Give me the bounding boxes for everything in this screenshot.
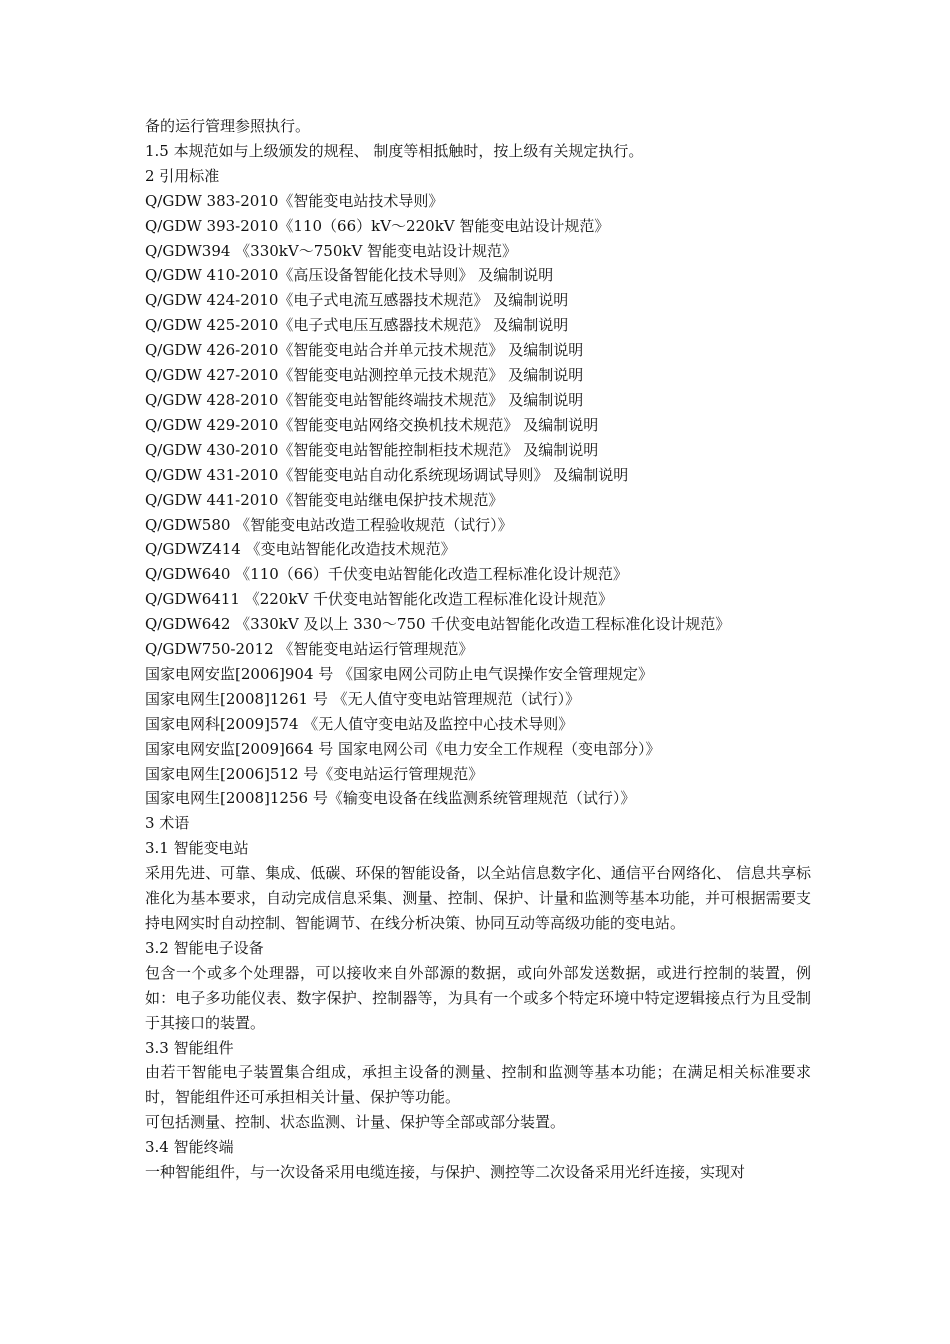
reference-item: 国家电网安监[2009]664 号 国家电网公司《电力安全工作规程（变电部分）》 xyxy=(145,739,661,758)
reference-item: Q/GDW 441-2010《智能变电站继电保护技术规范》 xyxy=(145,490,504,509)
reference-item: Q/GDW394 《330kV～750kV 智能变电站设计规范》 xyxy=(145,241,518,260)
subheading-3-3: 3.3 智能组件 xyxy=(145,1038,234,1057)
reference-item: Q/GDW 430-2010《智能变电站智能控制柜技术规范》 及编制说明 xyxy=(145,440,599,459)
reference-item: Q/GDW 431-2010《智能变电站自动化系统现场调试导则》 及编制说明 xyxy=(145,465,629,484)
clause-1-5: 1.5 本规范如与上级颁发的规程、 制度等相抵触时，按上级有关规定执行。 xyxy=(145,141,644,160)
reference-item: Q/GDW 426-2010《智能变电站合并单元技术规范》 及编制说明 xyxy=(145,341,584,360)
section-heading-terms: 3 术语 xyxy=(145,814,190,833)
paragraph-3-1: 采用先进、可靠、集成、低碳、环保的智能设备，以全站信息数字化、通信平台网络化、 信息共享标准化为基本要求，自动完成信息采集、测量、控制、保护、计量和监测等基本功能，并可根据需要支持电网实时自动控制、智能调节、在线分析决策、协同互动等高级功能的变电站。 xyxy=(145,864,811,932)
reference-item: Q/GDW 427-2010《智能变电站测控单元技术规范》 及编制说明 xyxy=(145,366,584,385)
paragraph-3-4: 一种智能组件，与一次设备采用电缆连接，与保护、测控等二次设备采用光纤连接，实现对 xyxy=(145,1163,746,1182)
reference-item: 国家电网生[2008]1256 号《输变电设备在线监测系统管理规范（试行）》 xyxy=(145,789,636,808)
paragraph-3-3b: 可包括测量、控制、状态监测、计量、保护等全部或部分装置。 xyxy=(145,1113,566,1132)
paragraph-3-2: 包含一个或多个处理器，可以接收来自外部源的数据，或向外部发送数据，或进行控制的装置，例如：电子多功能仪表、数字保护、控制器等，为具有一个或多个特定环境中特定逻辑接点行为且受制于其接口的装置。 xyxy=(145,963,811,1032)
reference-item: Q/GDW640 《110（66）千伏变电站智能化改造工程标准化设计规范》 xyxy=(145,565,628,584)
reference-item: Q/GDW 393-2010《110（66）kV～220kV 智能变电站设计规范》 xyxy=(145,216,610,235)
reference-item: 国家电网生[2008]1261 号 《无人值守变电站管理规范（试行）》 xyxy=(145,689,581,708)
reference-item: 国家电网科[2009]574 《无人值守变电站及监控中心技术导则》 xyxy=(145,714,574,733)
subheading-3-2: 3.2 智能电子设备 xyxy=(145,938,264,957)
reference-item: Q/GDW 429-2010《智能变电站网络交换机技术规范》 及编制说明 xyxy=(145,415,599,434)
reference-item: Q/GDW580 《智能变电站改造工程验收规范（试行）》 xyxy=(145,515,513,534)
subheading-3-1: 3.1 智能变电站 xyxy=(145,839,249,858)
reference-item: Q/GDW 410-2010《高压设备智能化技术导则》 及编制说明 xyxy=(145,266,554,285)
reference-item: Q/GDW 383-2010《智能变电站技术导则》 xyxy=(145,191,444,210)
reference-item: Q/GDW 428-2010《智能变电站智能终端技术规范》 及编制说明 xyxy=(145,390,584,409)
reference-item: 国家电网生[2006]512 号《变电站运行管理规范》 xyxy=(145,764,484,783)
reference-item: Q/GDW 425-2010《电子式电压互感器技术规范》 及编制说明 xyxy=(145,316,569,335)
reference-item: Q/GDW750-2012 《智能变电站运行管理规范》 xyxy=(145,640,474,659)
reference-item: Q/GDW642 《330kV 及以上 330～750 千伏变电站智能化改造工程标准化设计规范》 xyxy=(145,615,731,634)
document-body xyxy=(145,114,811,1185)
text-line: 备的运行管理参照执行。 xyxy=(145,117,311,135)
reference-item: 国家电网安监[2006]904 号 《国家电网公司防止电气误操作安全管理规定》 xyxy=(145,664,654,683)
reference-item: Q/GDW 424-2010《电子式电流互感器技术规范》 及编制说明 xyxy=(145,291,569,310)
reference-item: Q/GDWZ414 《变电站智能化改造技术规范》 xyxy=(145,540,456,559)
reference-item: Q/GDW6411 《220kV 千伏变电站智能化改造工程标准化设计规范》 xyxy=(145,590,614,609)
subheading-3-4: 3.4 智能终端 xyxy=(145,1138,234,1157)
paragraph-3-3a: 由若干智能电子装置集合组成，承担主设备的测量、控制和监测等基本功能；在满足相关标准要求时，智能组件还可承担相关计量、保护等功能。 xyxy=(145,1063,811,1107)
section-heading-references: 2 引用标准 xyxy=(145,166,220,185)
